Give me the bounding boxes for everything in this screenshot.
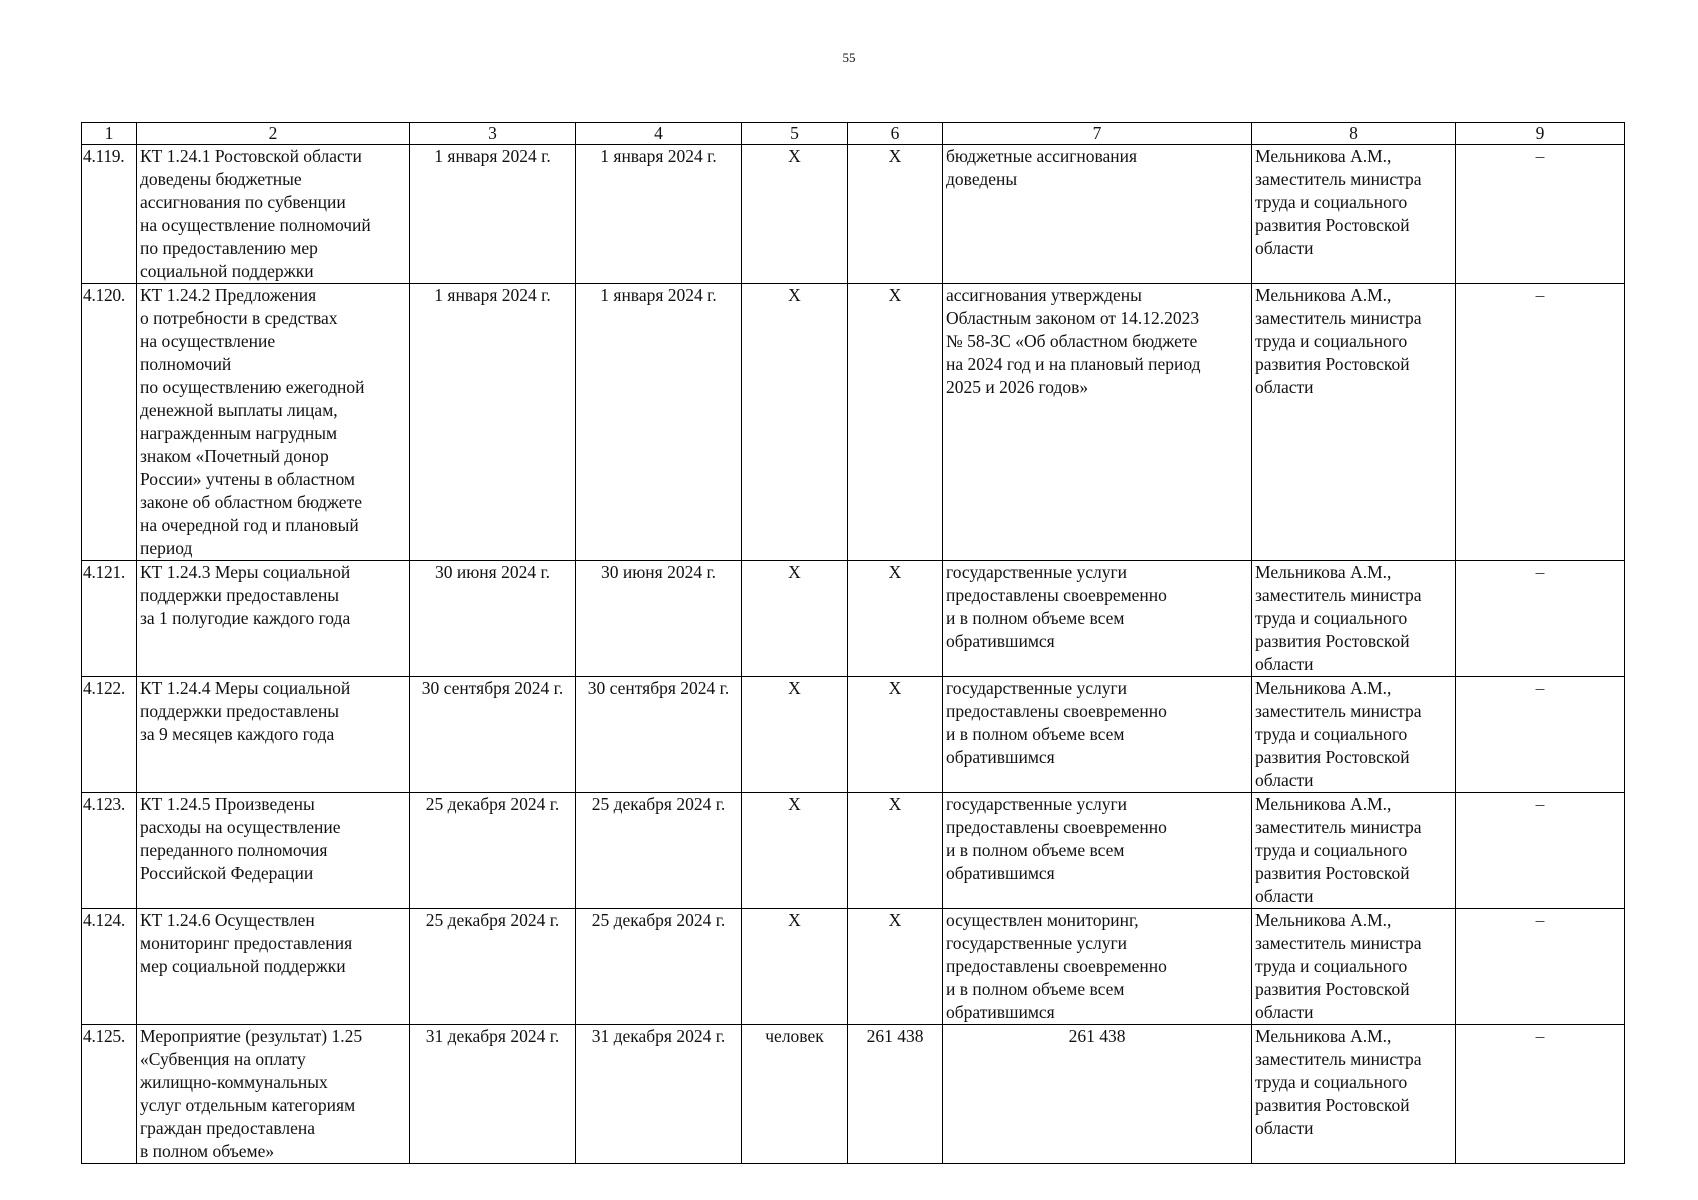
table-row [82, 561, 1625, 677]
row-number: 4.125. [82, 1025, 137, 1164]
row-responsible: Мельникова А.М., заместитель министра труда и социального развития Ростовской области [1252, 1025, 1456, 1164]
table-row [82, 909, 1625, 1025]
row-note: – [1456, 1025, 1625, 1164]
row-number: 4.120. [82, 284, 137, 561]
row-start-date: 1 января 2024 г. [410, 284, 576, 561]
row-start-date: 1 января 2024 г. [410, 145, 576, 284]
row-value: Х [848, 284, 943, 561]
row-description: КТ 1.24.2 Предложения о потребности в средствах на осуществление полномочий по осуществлению ежегодной денежной выплаты лицам, награжденным нагрудным знаком «Почетный донор России» учтены в областном законе об областном бюджете на очередной год и плановый период [137, 284, 410, 561]
row-start-date: 31 декабря 2024 г. [410, 1025, 576, 1164]
row-responsible: Мельникова А.М., заместитель министра труда и социального развития Ростовской области [1252, 561, 1456, 677]
row-description: КТ 1.24.3 Меры социальной поддержки предоставлены за 1 полугодие каждого года [137, 561, 410, 677]
row-number: 4.121. [82, 561, 137, 677]
row-unit: Х [742, 793, 848, 909]
row-note: – [1456, 909, 1625, 1025]
table-row [82, 145, 1625, 284]
row-end-date: 30 сентября 2024 г. [576, 677, 742, 793]
row-responsible: Мельникова А.М., заместитель министра труда и социального развития Ростовской области [1252, 909, 1456, 1025]
plan-table [81, 122, 1625, 1164]
row-result: бюджетные ассигнования доведены [943, 145, 1252, 284]
row-unit: Х [742, 284, 848, 561]
row-responsible: Мельникова А.М., заместитель министра труда и социального развития Ростовской области [1252, 677, 1456, 793]
row-end-date: 1 января 2024 г. [576, 284, 742, 561]
row-description: КТ 1.24.1 Ростовской области доведены бюджетные ассигнования по субвенции на осуществление полномочий по предоставлению мер социальной поддержки [137, 145, 410, 284]
row-unit: Х [742, 561, 848, 677]
row-note: – [1456, 561, 1625, 677]
table-row [82, 1025, 1625, 1164]
col-header-5: 5 [742, 123, 848, 145]
row-result: 261 438 [943, 1025, 1252, 1164]
row-note: – [1456, 284, 1625, 561]
row-result: государственные услуги предоставлены своевременно и в полном объеме всем обратившимся [943, 793, 1252, 909]
col-header-9: 9 [1456, 123, 1625, 145]
row-responsible: Мельникова А.М., заместитель министра труда и социального развития Ростовской области [1252, 793, 1456, 909]
row-responsible: Мельникова А.М., заместитель министра труда и социального развития Ростовской области [1252, 145, 1456, 284]
col-header-4: 4 [576, 123, 742, 145]
row-result: государственные услуги предоставлены своевременно и в полном объеме всем обратившимся [943, 561, 1252, 677]
row-number: 4.122. [82, 677, 137, 793]
row-description: КТ 1.24.5 Произведены расходы на осуществление переданного полномочия Российской Федерации [137, 793, 410, 909]
row-end-date: 25 декабря 2024 г. [576, 793, 742, 909]
row-unit: человек [742, 1025, 848, 1164]
row-value: Х [848, 909, 943, 1025]
row-description: КТ 1.24.6 Осуществлен мониторинг предоставления мер социальной поддержки [137, 909, 410, 1025]
row-value: Х [848, 677, 943, 793]
col-header-2: 2 [137, 123, 410, 145]
page-number: 55 [842, 50, 856, 65]
row-unit: Х [742, 145, 848, 284]
row-value: Х [848, 145, 943, 284]
row-start-date: 25 декабря 2024 г. [410, 793, 576, 909]
row-description: КТ 1.24.4 Меры социальной поддержки предоставлены за 9 месяцев каждого года [137, 677, 410, 793]
table-row [82, 793, 1625, 909]
row-start-date: 30 сентября 2024 г. [410, 677, 576, 793]
row-end-date: 30 июня 2024 г. [576, 561, 742, 677]
col-header-1: 1 [82, 123, 137, 145]
row-start-date: 30 июня 2024 г. [410, 561, 576, 677]
row-value: 261 438 [848, 1025, 943, 1164]
row-result: ассигнования утверждены Областным законом от 14.12.2023 № 58-ЗС «Об областном бюджете на 2024 год и на плановый период 2025 и 2026 годов» [943, 284, 1252, 561]
row-end-date: 1 января 2024 г. [576, 145, 742, 284]
row-number: 4.124. [82, 909, 137, 1025]
header-row [82, 123, 1625, 145]
row-value: Х [848, 561, 943, 677]
row-note: – [1456, 677, 1625, 793]
row-value: Х [848, 793, 943, 909]
col-header-7: 7 [943, 123, 1252, 145]
table-row [82, 677, 1625, 793]
row-description: Мероприятие (результат) 1.25 «Субвенция на оплату жилищно-коммунальных услуг отдельным категориям граждан предоставлена в полном объеме» [137, 1025, 410, 1164]
row-result: осуществлен мониторинг, государственные услуги предоставлены своевременно и в полном объеме всем обратившимся [943, 909, 1252, 1025]
col-header-8: 8 [1252, 123, 1456, 145]
col-header-6: 6 [848, 123, 943, 145]
row-note: – [1456, 145, 1625, 284]
row-start-date: 25 декабря 2024 г. [410, 909, 576, 1025]
row-unit: Х [742, 909, 848, 1025]
row-unit: Х [742, 677, 848, 793]
row-number: 4.119. [82, 145, 137, 284]
row-end-date: 31 декабря 2024 г. [576, 1025, 742, 1164]
row-end-date: 25 декабря 2024 г. [576, 909, 742, 1025]
row-note: – [1456, 793, 1625, 909]
table-row [82, 284, 1625, 561]
row-number: 4.123. [82, 793, 137, 909]
row-responsible: Мельникова А.М., заместитель министра труда и социального развития Ростовской области [1252, 284, 1456, 561]
row-result: государственные услуги предоставлены своевременно и в полном объеме всем обратившимся [943, 677, 1252, 793]
col-header-3: 3 [410, 123, 576, 145]
